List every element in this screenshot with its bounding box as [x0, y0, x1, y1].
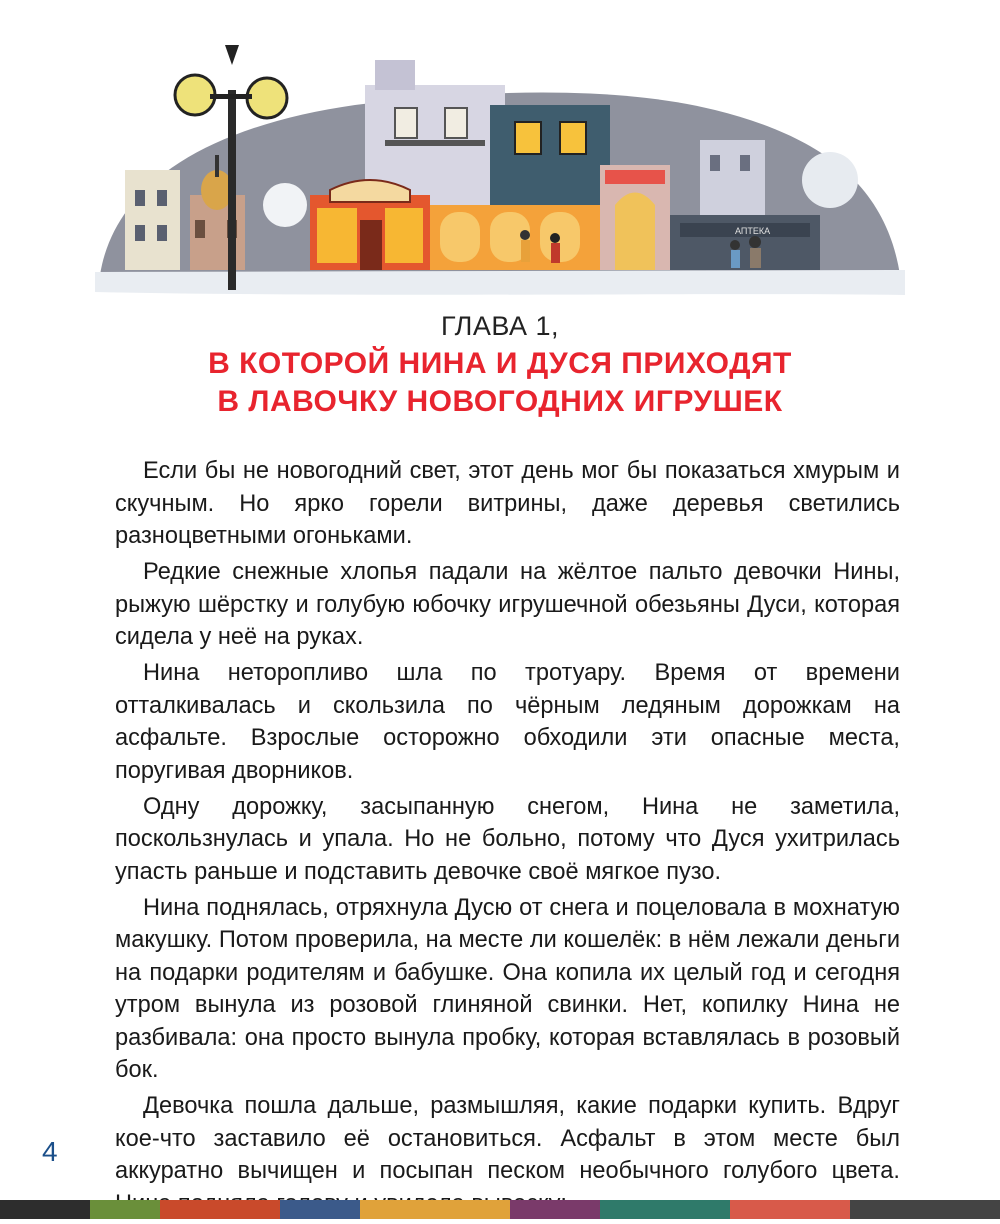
arch-shop: [600, 165, 670, 270]
blue-building: [490, 105, 610, 215]
tree-right: [802, 152, 858, 208]
chapter-title-line-2: В ЛАВОЧКУ НОВОГОДНИХ ИГРУШЕК: [217, 385, 783, 418]
paragraph-4: Одну дорожку, засыпанную снегом, Нина не заметила, поскользнулась и упала. Но не больно, потому что Дуся ухитрилась упасть раньше и подставить девочке своё мягкое пузо.: [115, 793, 900, 885]
next-page-edge: [0, 1200, 1000, 1219]
pharmacy: [670, 215, 820, 270]
paragraph-3: Нина неторопливо шла по тротуару. Время от времени отталкивалась и скользила по чёрным ледяным дорожкам на асфальте. Взрослые осторожно обходили эти опасные места, поругивая дворников.: [115, 660, 900, 784]
pharmacy-sign: АПТЕКА: [735, 226, 771, 236]
shop-windows-row: [430, 205, 600, 270]
chapter-label: ГЛАВА 1,: [441, 311, 559, 341]
snow-ground: [95, 270, 905, 295]
paragraph-5: Нина поднялась, отряхнула Дусю от снега и поцеловала в мохнатую макушку. Потом проверила, на месте ли кошелёк: в нём лежали деньги на подарки родителям и бабушке. Она копила их целый год и сегодня утром вынула из розовой глиняной свинки. Нет, копилку Нина не разбивала: она просто вынула пробку, которая вставлялась в розовый бок.: [115, 894, 900, 1083]
paragraph-1: Если бы не новогодний свет, этот день мог бы показаться хмурым и скучным. Но ярко горели витрины, даже деревья светились разноцветными огоньками.: [115, 458, 900, 549]
chapter-title-line-1: В КОТОРОЙ НИНА И ДУСЯ ПРИХОДЯТ: [208, 347, 792, 380]
right-house: [700, 140, 765, 220]
paragraph-2: Редкие снежные хлопья падали на жёлтое пальто девочки Нины, рыжую шёрстку и голубую юбочку игрушечной обезьяны Дуси, которая сидела у неё на руках.: [115, 559, 900, 650]
body-text: [115, 455, 900, 1224]
paragraph-6: Девочка пошла дальше, размышляя, какие подарки купить. Вдруг кое-что заставило её остановиться. Асфальт в этом месте был аккуратно вычищен и посыпан песком необычного голубого цвета.: [115, 1093, 900, 1184]
street-illustration: [95, 30, 905, 300]
chapter-title: [0, 345, 1000, 421]
page-number: 4: [42, 1136, 58, 1167]
left-house: [125, 170, 180, 270]
tree-left: [263, 183, 307, 227]
